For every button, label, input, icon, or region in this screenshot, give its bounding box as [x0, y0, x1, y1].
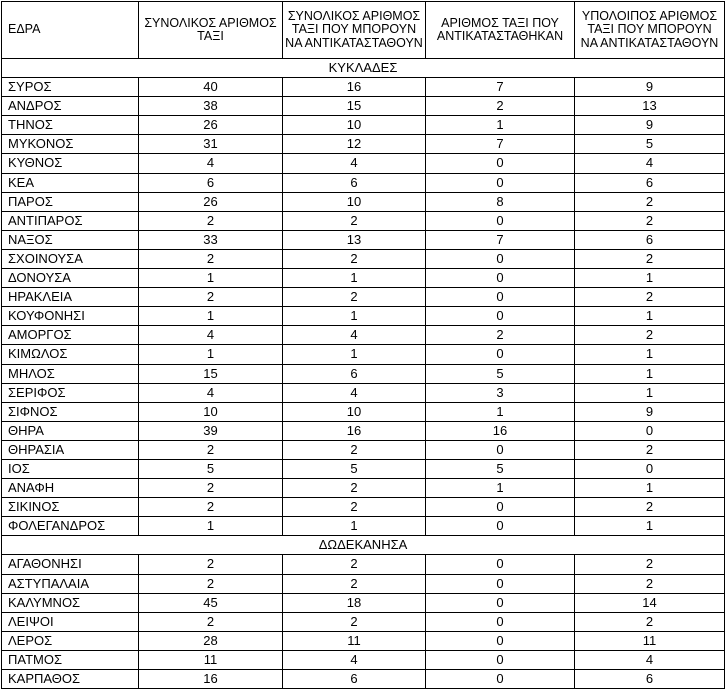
value-cell: 2 — [575, 574, 725, 593]
value-cell: 26 — [139, 192, 283, 211]
value-cell: 5 — [426, 364, 575, 383]
value-cell: 6 — [575, 670, 725, 689]
group-row — [2, 59, 725, 78]
table-row — [2, 249, 725, 268]
value-cell: 4 — [139, 383, 283, 402]
value-cell: 0 — [426, 555, 575, 574]
value-cell: 10 — [283, 192, 426, 211]
value-cell: 2 — [139, 574, 283, 593]
value-cell: 0 — [575, 421, 725, 440]
value-cell: 2 — [283, 555, 426, 574]
value-cell: 2 — [575, 440, 725, 459]
value-cell: 14 — [575, 593, 725, 612]
value-cell: 16 — [283, 421, 426, 440]
value-cell: 0 — [426, 631, 575, 650]
table-row — [2, 517, 725, 536]
value-cell: 13 — [575, 97, 725, 116]
seat-name-cell: ΣΙΦΝΟΣ — [2, 402, 139, 421]
value-cell: 31 — [139, 135, 283, 154]
value-cell: 1 — [283, 269, 426, 288]
table-row — [2, 650, 725, 669]
table-row — [2, 288, 725, 307]
table-row — [2, 555, 725, 574]
value-cell: 0 — [426, 612, 575, 631]
value-cell: 3 — [426, 383, 575, 402]
group-label: ΚΥΚΛΑΔΕΣ — [2, 59, 725, 78]
value-cell: 1 — [426, 402, 575, 421]
seat-name-cell: ΚΟΥΦΟΝΗΣΙ — [2, 307, 139, 326]
value-cell: 0 — [426, 288, 575, 307]
table-row — [2, 307, 725, 326]
value-cell: 1 — [283, 345, 426, 364]
value-cell: 0 — [426, 498, 575, 517]
value-cell: 1 — [139, 269, 283, 288]
table-row — [2, 612, 725, 631]
value-cell: 0 — [426, 269, 575, 288]
header-cell-seat: ΕΔΡΑ — [2, 2, 139, 59]
group-row — [2, 536, 725, 555]
seat-name-cell: ΔΟΝΟΥΣΑ — [2, 269, 139, 288]
value-cell: 2 — [426, 97, 575, 116]
value-cell: 33 — [139, 230, 283, 249]
value-cell: 40 — [139, 78, 283, 97]
seat-name-cell: ΦΟΛΕΓΑΝΔΡΟΣ — [2, 517, 139, 536]
value-cell: 2 — [575, 326, 725, 345]
value-cell: 11 — [139, 650, 283, 669]
taxi-table-container — [1, 1, 725, 689]
value-cell: 0 — [426, 650, 575, 669]
value-cell: 0 — [426, 670, 575, 689]
table-row — [2, 498, 725, 517]
value-cell: 1 — [426, 479, 575, 498]
value-cell: 0 — [426, 211, 575, 230]
value-cell: 5 — [426, 459, 575, 478]
seat-name-cell: ΑΝΑΦΗ — [2, 479, 139, 498]
value-cell: 4 — [283, 154, 426, 173]
table-row — [2, 479, 725, 498]
seat-name-cell: ΛΕΙΨΟΙ — [2, 612, 139, 631]
table-row — [2, 574, 725, 593]
value-cell: 4 — [283, 650, 426, 669]
seat-name-cell: ΣΙΚΙΝΟΣ — [2, 498, 139, 517]
seat-name-cell: ΑΣΤΥΠΑΛΑΙΑ — [2, 574, 139, 593]
value-cell: 2 — [283, 574, 426, 593]
value-cell: 6 — [575, 230, 725, 249]
value-cell: 6 — [139, 173, 283, 192]
table-row — [2, 78, 725, 97]
seat-name-cell: ΜΗΛΟΣ — [2, 364, 139, 383]
value-cell: 2 — [575, 612, 725, 631]
value-cell: 2 — [575, 288, 725, 307]
table-row — [2, 670, 725, 689]
value-cell: 6 — [283, 670, 426, 689]
value-cell: 9 — [575, 116, 725, 135]
table-body — [2, 59, 725, 689]
table-row — [2, 326, 725, 345]
value-cell: 2 — [139, 555, 283, 574]
seat-name-cell: ΠΑΡΟΣ — [2, 192, 139, 211]
value-cell: 1 — [426, 116, 575, 135]
seat-name-cell: ΑΝΤΙΠΑΡΟΣ — [2, 211, 139, 230]
value-cell: 2 — [139, 249, 283, 268]
value-cell: 4 — [139, 326, 283, 345]
value-cell: 2 — [283, 479, 426, 498]
value-cell: 2 — [139, 479, 283, 498]
value-cell: 2 — [139, 288, 283, 307]
value-cell: 2 — [575, 192, 725, 211]
value-cell: 2 — [139, 211, 283, 230]
value-cell: 18 — [283, 593, 426, 612]
table-row — [2, 593, 725, 612]
value-cell: 15 — [283, 97, 426, 116]
seat-name-cell: ΚΑΡΠΑΘΟΣ — [2, 670, 139, 689]
table-row — [2, 269, 725, 288]
value-cell: 1 — [575, 479, 725, 498]
value-cell: 0 — [426, 154, 575, 173]
value-cell: 10 — [139, 402, 283, 421]
table-row — [2, 421, 725, 440]
seat-name-cell: ΣΥΡΟΣ — [2, 78, 139, 97]
seat-name-cell: ΝΑΞΟΣ — [2, 230, 139, 249]
value-cell: 1 — [283, 307, 426, 326]
value-cell: 0 — [426, 173, 575, 192]
header-row — [2, 2, 725, 59]
value-cell: 16 — [283, 78, 426, 97]
header-cell-remaining: ΥΠΟΛΟΙΠΟΣ ΑΡΙΘΜΟΣ ΤΑΞΙ ΠΟΥ ΜΠΟΡΟΥΝ ΝΑ ΑΝΤΙΚΑΤΑΣΤΑΘΟΥΝ — [575, 2, 725, 59]
header-cell-total: ΣΥΝΟΛΙΚΟΣ ΑΡΙΘΜΟΣ ΤΑΞΙ — [139, 2, 283, 59]
table-row — [2, 383, 725, 402]
value-cell: 1 — [575, 364, 725, 383]
table-row — [2, 631, 725, 650]
value-cell: 2 — [139, 498, 283, 517]
seat-name-cell: ΚΑΛΥΜΝΟΣ — [2, 593, 139, 612]
value-cell: 2 — [283, 498, 426, 517]
seat-name-cell: ΙΟΣ — [2, 459, 139, 478]
value-cell: 1 — [575, 517, 725, 536]
value-cell: 0 — [426, 517, 575, 536]
seat-name-cell: ΤΗΝΟΣ — [2, 116, 139, 135]
value-cell: 2 — [283, 288, 426, 307]
table-row — [2, 135, 725, 154]
table-row — [2, 97, 725, 116]
header-cell-replaceable: ΣΥΝΟΛΙΚΟΣ ΑΡΙΘΜΟΣ ΤΑΞΙ ΠΟΥ ΜΠΟΡΟΥΝ ΝΑ ΑΝΤΙΚΑΤΑΣΤΑΘΟΥΝ — [283, 2, 426, 59]
seat-name-cell: ΘΗΡΑ — [2, 421, 139, 440]
value-cell: 1 — [283, 517, 426, 536]
seat-name-cell: ΣΕΡΙΦΟΣ — [2, 383, 139, 402]
value-cell: 2 — [139, 440, 283, 459]
value-cell: 2 — [575, 555, 725, 574]
table-row — [2, 211, 725, 230]
value-cell: 1 — [575, 269, 725, 288]
seat-name-cell: ΑΜΟΡΓΟΣ — [2, 326, 139, 345]
value-cell: 13 — [283, 230, 426, 249]
table-row — [2, 192, 725, 211]
value-cell: 2 — [426, 326, 575, 345]
value-cell: 10 — [283, 116, 426, 135]
value-cell: 0 — [426, 440, 575, 459]
value-cell: 9 — [575, 402, 725, 421]
value-cell: 2 — [575, 498, 725, 517]
value-cell: 0 — [426, 249, 575, 268]
value-cell: 4 — [575, 650, 725, 669]
value-cell: 11 — [575, 631, 725, 650]
seat-name-cell: ΗΡΑΚΛΕΙΑ — [2, 288, 139, 307]
table-row — [2, 459, 725, 478]
value-cell: 2 — [575, 249, 725, 268]
taxi-replacement-table — [1, 1, 725, 689]
table-row — [2, 402, 725, 421]
value-cell: 39 — [139, 421, 283, 440]
value-cell: 1 — [139, 345, 283, 364]
value-cell: 16 — [139, 670, 283, 689]
value-cell: 11 — [283, 631, 426, 650]
value-cell: 2 — [283, 249, 426, 268]
value-cell: 4 — [575, 154, 725, 173]
seat-name-cell: ΑΝΔΡΟΣ — [2, 97, 139, 116]
value-cell: 4 — [283, 326, 426, 345]
seat-name-cell: ΘΗΡΑΣΙΑ — [2, 440, 139, 459]
value-cell: 8 — [426, 192, 575, 211]
seat-name-cell: ΣΧΟΙΝΟΥΣΑ — [2, 249, 139, 268]
value-cell: 1 — [139, 307, 283, 326]
table-row — [2, 173, 725, 192]
group-label: ΔΩΔΕΚΑΝΗΣΑ — [2, 536, 725, 555]
value-cell: 7 — [426, 230, 575, 249]
seat-name-cell: ΑΓΑΘΟΝΗΣΙ — [2, 555, 139, 574]
value-cell: 15 — [139, 364, 283, 383]
seat-name-cell: ΠΑΤΜΟΣ — [2, 650, 139, 669]
value-cell: 6 — [283, 173, 426, 192]
value-cell: 2 — [139, 612, 283, 631]
value-cell: 4 — [139, 154, 283, 173]
table-row — [2, 116, 725, 135]
seat-name-cell: ΜΥΚΟΝΟΣ — [2, 135, 139, 154]
value-cell: 0 — [426, 574, 575, 593]
table-row — [2, 230, 725, 249]
table-row — [2, 154, 725, 173]
value-cell: 1 — [575, 345, 725, 364]
value-cell: 38 — [139, 97, 283, 116]
value-cell: 0 — [575, 459, 725, 478]
value-cell: 0 — [426, 345, 575, 364]
value-cell: 6 — [575, 173, 725, 192]
table-row — [2, 345, 725, 364]
seat-name-cell: ΚΕΑ — [2, 173, 139, 192]
header-cell-replaced: ΑΡΙΘΜΟΣ ΤΑΞΙ ΠΟΥ ΑΝΤΙΚΑΤΑΣΤΑΘΗΚΑΝ — [426, 2, 575, 59]
value-cell: 2 — [283, 612, 426, 631]
value-cell: 0 — [426, 593, 575, 612]
value-cell: 45 — [139, 593, 283, 612]
value-cell: 2 — [283, 440, 426, 459]
value-cell: 9 — [575, 78, 725, 97]
value-cell: 1 — [575, 307, 725, 326]
value-cell: 6 — [283, 364, 426, 383]
value-cell: 12 — [283, 135, 426, 154]
seat-name-cell: ΚΥΘΝΟΣ — [2, 154, 139, 173]
value-cell: 26 — [139, 116, 283, 135]
value-cell: 4 — [283, 383, 426, 402]
value-cell: 5 — [575, 135, 725, 154]
value-cell: 7 — [426, 135, 575, 154]
value-cell: 2 — [283, 211, 426, 230]
value-cell: 2 — [575, 211, 725, 230]
value-cell: 0 — [426, 307, 575, 326]
table-row — [2, 364, 725, 383]
value-cell: 5 — [139, 459, 283, 478]
seat-name-cell: ΛΕΡΟΣ — [2, 631, 139, 650]
value-cell: 7 — [426, 78, 575, 97]
table-row — [2, 440, 725, 459]
value-cell: 1 — [575, 383, 725, 402]
value-cell: 28 — [139, 631, 283, 650]
seat-name-cell: ΚΙΜΩΛΟΣ — [2, 345, 139, 364]
value-cell: 5 — [283, 459, 426, 478]
value-cell: 16 — [426, 421, 575, 440]
value-cell: 10 — [283, 402, 426, 421]
value-cell: 1 — [139, 517, 283, 536]
